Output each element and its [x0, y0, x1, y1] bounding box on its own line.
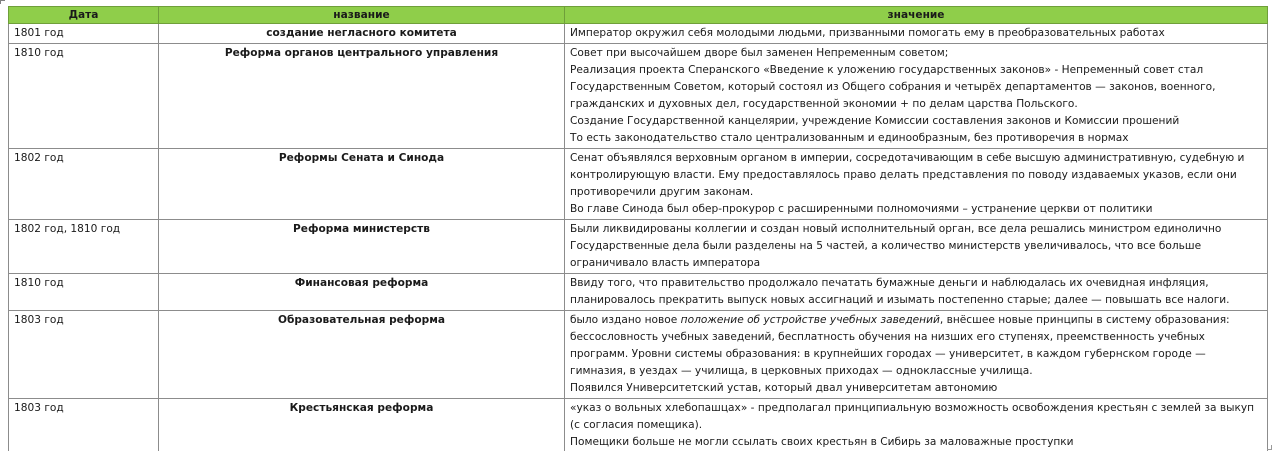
table-row — [9, 220, 1268, 274]
meaning-line: бессословность учебных заведений, бесплатность обучения на низших его ступенях, преемственность учебных — [570, 331, 1205, 343]
table-row — [9, 399, 1268, 451]
meaning-line: гимназия, в уездах — училища, в церковных приходах — одноклассные училища. — [570, 365, 1033, 377]
header-meaning: значение — [565, 7, 1268, 24]
meaning-line: программ. Уровни системы образования: в крупнейших городах — университет, в каждом губернском городе — — [570, 348, 1206, 360]
cell-date[interactable]: 1810 год — [9, 44, 159, 149]
cell-name[interactable]: Реформы Сената и Синода — [159, 149, 565, 220]
cell-meaning[interactable] — [565, 24, 1268, 44]
cell-name[interactable]: создание негласного комитета — [159, 24, 565, 44]
meaning-line: Были ликвидированы коллегии и создан новый исполнительный орган, все дела решались министром единолично — [570, 223, 1222, 235]
cell-name[interactable]: Финансовая реформа — [159, 274, 565, 311]
cell-date[interactable]: 1802 год, 1810 год — [9, 220, 159, 274]
meaning-line: То есть законодательство стало централизованным и единообразным, без противоречия в нормах — [570, 132, 1129, 144]
meaning-line: ограничивало власть императора — [570, 257, 761, 269]
meaning-line — [570, 312, 1262, 329]
meaning-line: «указ о вольных хлебопашцах» - предполагал принципиальную возможность освобождения крестьян с землей за выкуп — [570, 402, 1255, 414]
meaning-line: Государственным Советом, который состоял из Общего собрания и четырёх департаментов — законов, военного, — [570, 81, 1216, 93]
cell-date[interactable]: 1801 год — [9, 24, 159, 44]
cell-name[interactable]: Образовательная реформа — [159, 311, 565, 399]
resize-handle-mark — [1267, 445, 1272, 450]
reforms-table — [8, 6, 1268, 451]
meaning-line: Помещики больше не могли ссылать своих крестьян в Сибирь за маловажные проступки — [570, 436, 1074, 448]
meaning-italic-text: положение об устройстве учебных заведений — [680, 314, 940, 326]
meaning-text: было издано новое — [570, 314, 681, 326]
meaning-line: контролирующую власти. Ему предоставлялось право делать представления по поводу издаваемых указов, если они — [570, 169, 1237, 181]
meaning-line: противоречили другим законам. — [570, 186, 754, 198]
meaning-line: (с согласия помещика). — [570, 419, 703, 431]
meaning-line: Император окружил себя молодыми людьми, призванными помогать ему в преобразовательных работах — [570, 27, 1165, 39]
table-row — [9, 24, 1268, 44]
cell-date[interactable]: 1803 год — [9, 399, 159, 451]
table-row — [9, 149, 1268, 220]
meaning-text: , внёсшее новые принципы в систему образования: — [939, 314, 1230, 326]
meaning-line: Создание Государственной канцелярии, учреждение Комиссии составления законов и Комиссии прошений — [570, 115, 1180, 127]
meaning-line: гражданских и духовных дел, государственной экономии + по делам царства Польского. — [570, 98, 1078, 110]
cell-date[interactable]: 1803 год — [9, 311, 159, 399]
cell-date[interactable]: 1810 год — [9, 274, 159, 311]
meaning-line: Появился Университетский устав, который двал университетам автономию — [570, 382, 998, 394]
header-row — [9, 7, 1268, 24]
cell-meaning[interactable] — [565, 220, 1268, 274]
cell-meaning[interactable] — [565, 44, 1268, 149]
cell-name[interactable]: Реформа органов центрального управления — [159, 44, 565, 149]
header-date: Дата — [9, 7, 159, 24]
cell-date[interactable]: 1802 год — [9, 149, 159, 220]
meaning-line: Совет при высочайшем дворе был заменен Непременным советом; — [570, 47, 949, 59]
cell-name[interactable]: Реформа министерств — [159, 220, 565, 274]
meaning-line: планировалось прекратить выпуск новых ассигнаций и изымать постепенно старые; далее — повышать все налоги. — [570, 294, 1230, 306]
cell-meaning[interactable] — [565, 311, 1268, 399]
meaning-line: Ввиду того, что правительство продолжало печатать бумажные деньги и наблюдалась их очевидная инфляция, — [570, 277, 1209, 289]
meaning-line: Во главе Синода был обер-прокурор с расширенными полномочиями – устранение церкви от политики — [570, 203, 1153, 215]
cell-meaning[interactable] — [565, 149, 1268, 220]
meaning-line: Реализация проекта Сперанского «Введение к уложению государственных законов» - Непременный совет стал — [570, 64, 1204, 76]
reforms-table-container — [8, 6, 1267, 451]
cell-name[interactable]: Крестьянская реформа — [159, 399, 565, 451]
meaning-line: Государственные дела были разделены на 5 частей, а количество министерств увеличивалось, что все больше — [570, 240, 1202, 252]
cell-meaning[interactable] — [565, 274, 1268, 311]
table-row — [9, 311, 1268, 399]
meaning-line: Сенат объявлялся верховным органом в империи, сосредотачивающим в себе высшую административную, судебную и — [570, 152, 1245, 164]
cell-meaning[interactable] — [565, 399, 1268, 451]
table-row — [9, 44, 1268, 149]
table-row — [9, 274, 1268, 311]
header-name: название — [159, 7, 565, 24]
sheet-corner-mark — [0, 0, 5, 4]
